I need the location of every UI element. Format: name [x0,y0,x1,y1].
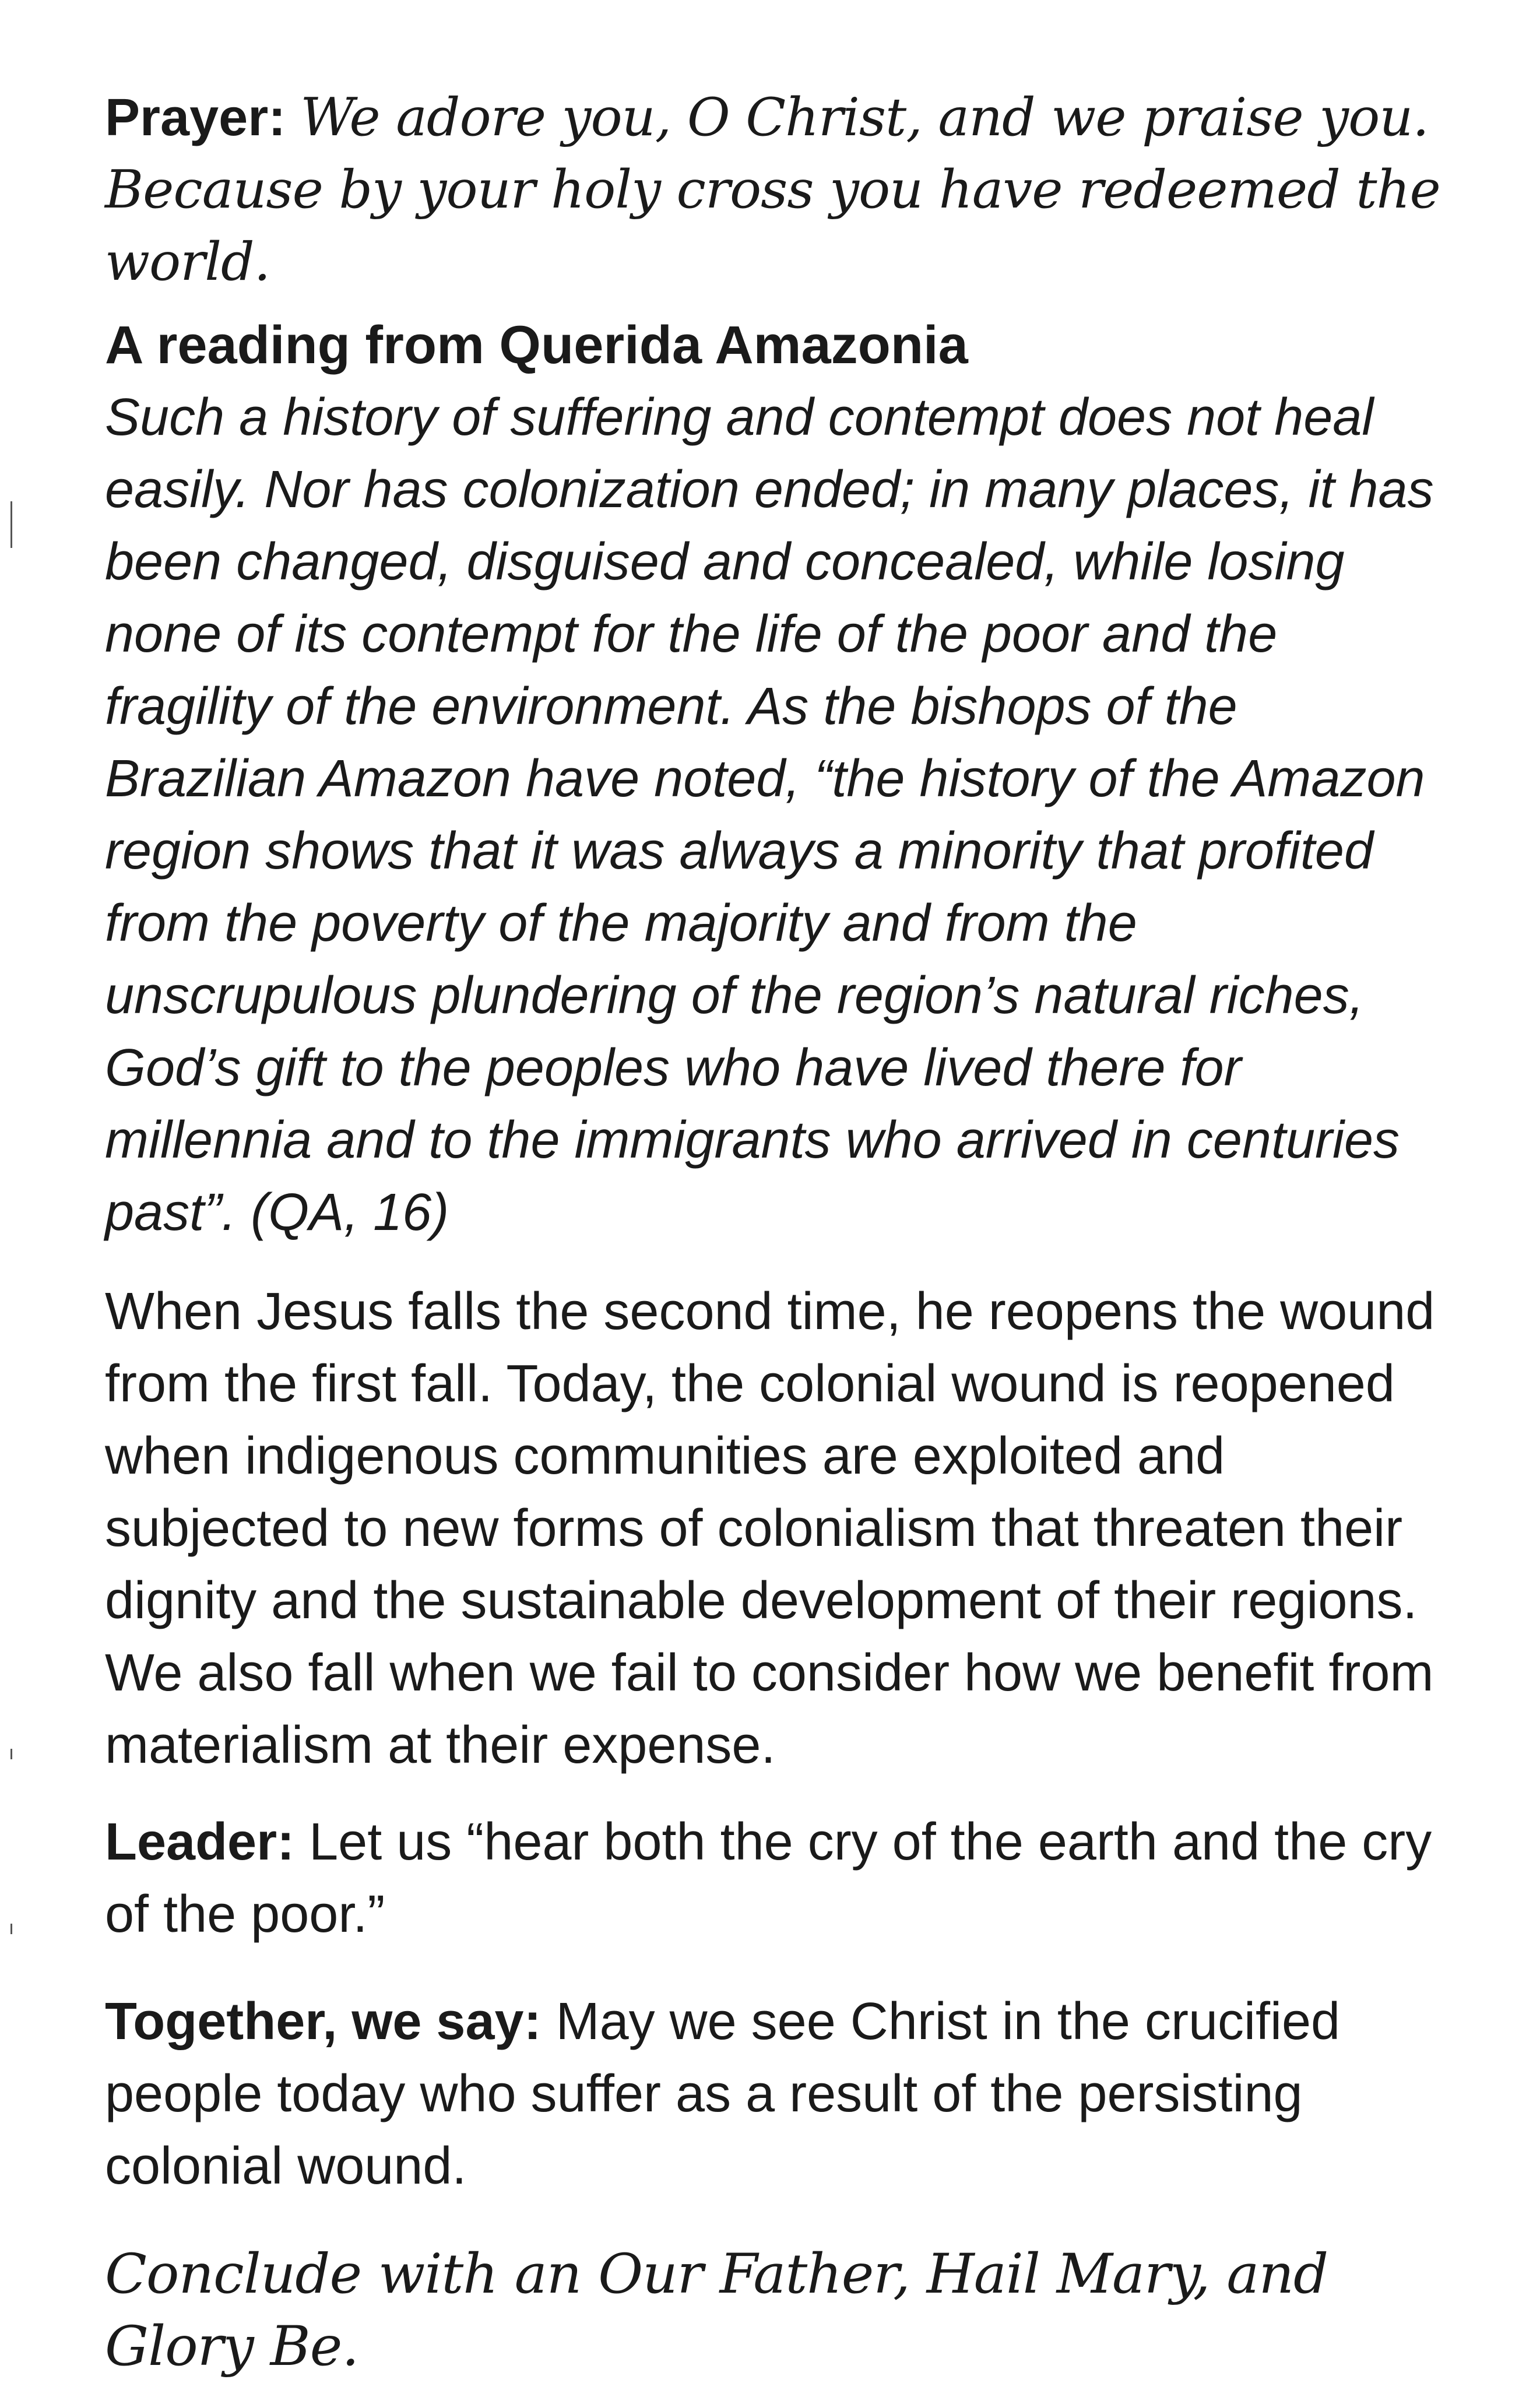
leader-text: Let us “hear both the cry of the earth and the cry of the poor.” [105,1813,1432,1943]
prayer-section [105,82,1446,298]
scan-mark-top [10,501,12,548]
prayer-text: We adore you, O Christ, and we praise you. Because by your holy cross you have redeemed the world. [105,87,1440,293]
conclude-instruction: Conclude with an Our Father, Hail Mary, and Glory Be. [105,2243,1328,2378]
reflection-text: When Jesus falls the second time, he reopens the wound from the first fall. Today, the colonial wound is reopened when indigenous communities are exploited and subjected to new forms of colonialism that threaten their dignity and the sustainable development of their regions. We also fall when we fail to consider how we benefit from materialism at their expense. [105,1282,1435,1774]
reading-quote: Such a history of suffering and contempt does not heal easily. Nor has colonization ended; in many places, it has been changed, disguised and concealed, while losing none of its contempt for the life of the poor and the fragility of the environment. As the bishops of the Brazilian Amazon have noted, “the history of the Amazon region shows that it was always a minority that profited from the poverty of the majority and from the unscrupulous plundering of the region’s natural riches, God’s gift to the peoples who have lived there for millennia and to the immigrants who arrived in centuries past”. (QA, 16) [105,388,1434,1242]
scan-mark-bottom [10,1924,12,1934]
leader-label: Leader: [105,1813,295,1871]
scan-mark-middle [10,1749,12,1759]
together-section [105,1985,1446,2202]
leader-section [105,1806,1446,1950]
together-text: May we see Christ in the crucified people today who suffer as a result of the persisting colonial wound. [105,1992,1341,2195]
reading-heading: A reading from Querida Amazonia [105,315,968,375]
prayer-label: Prayer: [105,89,286,147]
prayer-card [105,82,1446,2383]
together-label: Together, we say: [105,1992,542,2051]
